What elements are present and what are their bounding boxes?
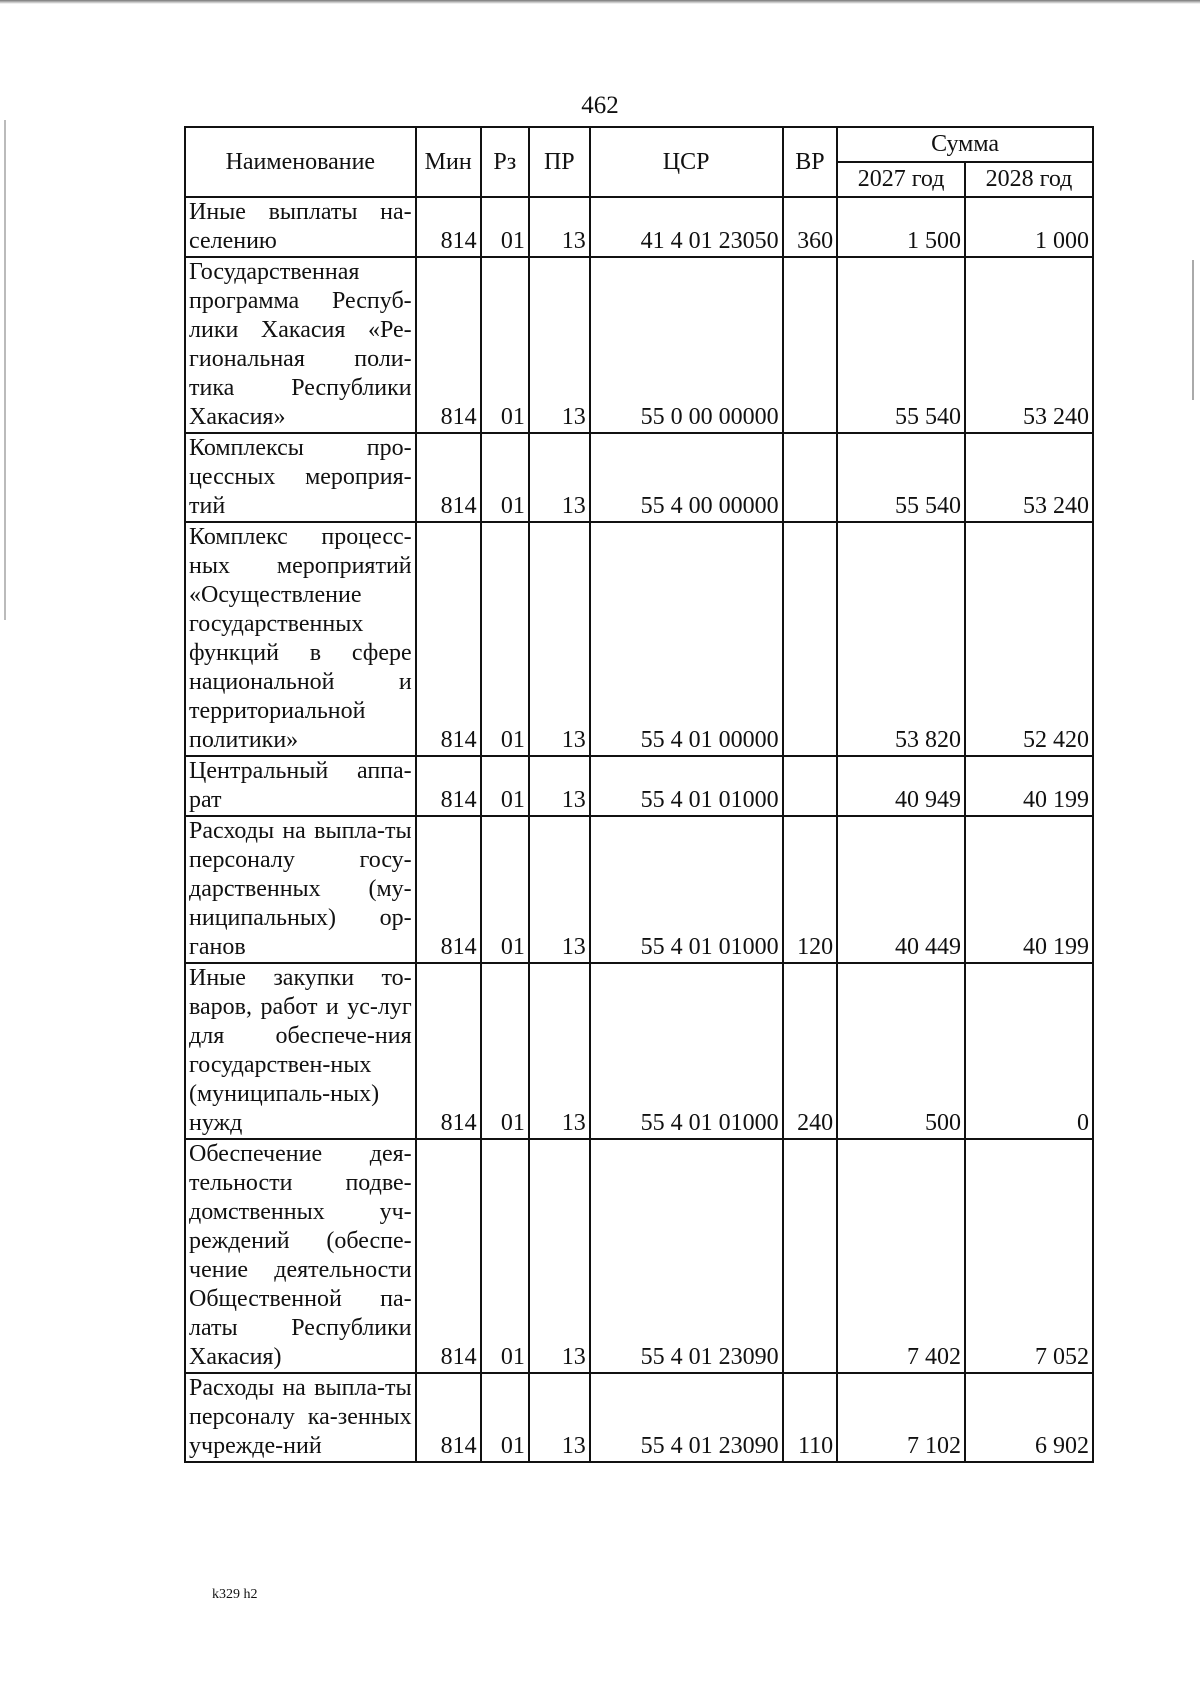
row-rz: 01	[481, 522, 529, 756]
row-min: 814	[416, 1139, 481, 1373]
row-min: 814	[416, 522, 481, 756]
row-name: Центральный аппа-рат	[185, 756, 416, 816]
header-sum: Сумма	[837, 127, 1093, 162]
row-name: Государственная программа Респуб-лики Хакасия «Ре-гиональная поли-тика Республики Хакасия»	[185, 257, 416, 433]
table-body	[185, 197, 1093, 1462]
row-vr: 240	[783, 963, 838, 1139]
row-vr: 120	[783, 816, 838, 963]
header-min: Мин	[416, 127, 481, 197]
table-row	[185, 816, 1093, 963]
table-row	[185, 1373, 1093, 1462]
row-csr: 55 4 01 01000	[590, 756, 783, 816]
row-csr: 55 4 01 23090	[590, 1139, 783, 1373]
row-vr	[783, 433, 838, 522]
row-sum-2028: 40 199	[965, 816, 1093, 963]
row-csr: 55 4 01 01000	[590, 816, 783, 963]
row-csr: 55 0 00 00000	[590, 257, 783, 433]
row-rz: 01	[481, 963, 529, 1139]
row-vr	[783, 756, 838, 816]
row-csr: 55 4 01 01000	[590, 963, 783, 1139]
row-min: 814	[416, 816, 481, 963]
header-year-2027: 2027 год	[837, 162, 965, 197]
row-min: 814	[416, 963, 481, 1139]
table-row	[185, 257, 1093, 433]
row-vr: 360	[783, 197, 838, 257]
row-vr	[783, 257, 838, 433]
row-name: Комплекс процесс-ных мероприятий «Осуществление государственных функций в сфере национальной и территориальной политики»	[185, 522, 416, 756]
header-row-1	[185, 127, 1093, 162]
footer-code: k329 h2	[212, 1587, 258, 1602]
scan-artifact-right	[1192, 260, 1194, 400]
row-name: Иные выплаты на-селению	[185, 197, 416, 257]
row-min: 814	[416, 756, 481, 816]
row-pr: 13	[529, 816, 590, 963]
row-sum-2028: 40 199	[965, 756, 1093, 816]
row-sum-2028: 7 052	[965, 1139, 1093, 1373]
row-pr: 13	[529, 1139, 590, 1373]
scan-edge	[0, 0, 1200, 4]
row-rz: 01	[481, 816, 529, 963]
row-min: 814	[416, 1373, 481, 1462]
row-pr: 13	[529, 257, 590, 433]
table-row	[185, 756, 1093, 816]
table-row	[185, 197, 1093, 257]
row-sum-2027: 7 402	[837, 1139, 965, 1373]
row-sum-2027: 55 540	[837, 257, 965, 433]
row-min: 814	[416, 433, 481, 522]
page-number: 462	[581, 92, 619, 119]
row-rz: 01	[481, 756, 529, 816]
table-row	[185, 522, 1093, 756]
row-name: Обеспечение дея-тельности подве-домственных уч-реждений (обеспе-чение деятельности Общественной па-латы Республики Хакасия)	[185, 1139, 416, 1373]
row-sum-2028: 53 240	[965, 257, 1093, 433]
row-sum-2027: 55 540	[837, 433, 965, 522]
row-csr: 55 4 01 23090	[590, 1373, 783, 1462]
row-sum-2028: 1 000	[965, 197, 1093, 257]
header-year-2028: 2028 год	[965, 162, 1093, 197]
row-sum-2027: 40 949	[837, 756, 965, 816]
scan-artifact-left	[4, 120, 6, 620]
row-vr: 110	[783, 1373, 838, 1462]
row-name: Расходы на выпла-ты персоналу ка-зенных учрежде-ний	[185, 1373, 416, 1462]
row-rz: 01	[481, 1373, 529, 1462]
table-row	[185, 1139, 1093, 1373]
table-row	[185, 433, 1093, 522]
row-csr: 55 4 00 00000	[590, 433, 783, 522]
row-pr: 13	[529, 1373, 590, 1462]
row-sum-2027: 500	[837, 963, 965, 1139]
row-name: Иные закупки то-варов, работ и ус-луг для обеспече-ния государствен-ных (муниципаль-ных) нужд	[185, 963, 416, 1139]
header-name: Наименование	[185, 127, 416, 197]
row-pr: 13	[529, 756, 590, 816]
row-sum-2028: 0	[965, 963, 1093, 1139]
row-sum-2027: 40 449	[837, 816, 965, 963]
row-pr: 13	[529, 963, 590, 1139]
row-sum-2028: 52 420	[965, 522, 1093, 756]
row-min: 814	[416, 257, 481, 433]
header-vr: ВР	[783, 127, 838, 197]
budget-table	[184, 126, 1094, 1463]
row-rz: 01	[481, 257, 529, 433]
row-vr	[783, 522, 838, 756]
table-row	[185, 963, 1093, 1139]
row-sum-2028: 53 240	[965, 433, 1093, 522]
row-sum-2027: 7 102	[837, 1373, 965, 1462]
row-csr: 55 4 01 00000	[590, 522, 783, 756]
header-pr: ПР	[529, 127, 590, 197]
row-rz: 01	[481, 1139, 529, 1373]
header-csr: ЦСР	[590, 127, 783, 197]
row-sum-2027: 1 500	[837, 197, 965, 257]
row-sum-2028: 6 902	[965, 1373, 1093, 1462]
row-rz: 01	[481, 197, 529, 257]
row-sum-2027: 53 820	[837, 522, 965, 756]
row-min: 814	[416, 197, 481, 257]
row-name: Расходы на выпла-ты персоналу госу-дарственных (му-ниципальных) ор-ганов	[185, 816, 416, 963]
row-csr: 41 4 01 23050	[590, 197, 783, 257]
row-pr: 13	[529, 433, 590, 522]
row-pr: 13	[529, 197, 590, 257]
row-pr: 13	[529, 522, 590, 756]
header-rz: Рз	[481, 127, 529, 197]
row-rz: 01	[481, 433, 529, 522]
row-name: Комплексы про-цессных мероприя-тий	[185, 433, 416, 522]
row-vr	[783, 1139, 838, 1373]
